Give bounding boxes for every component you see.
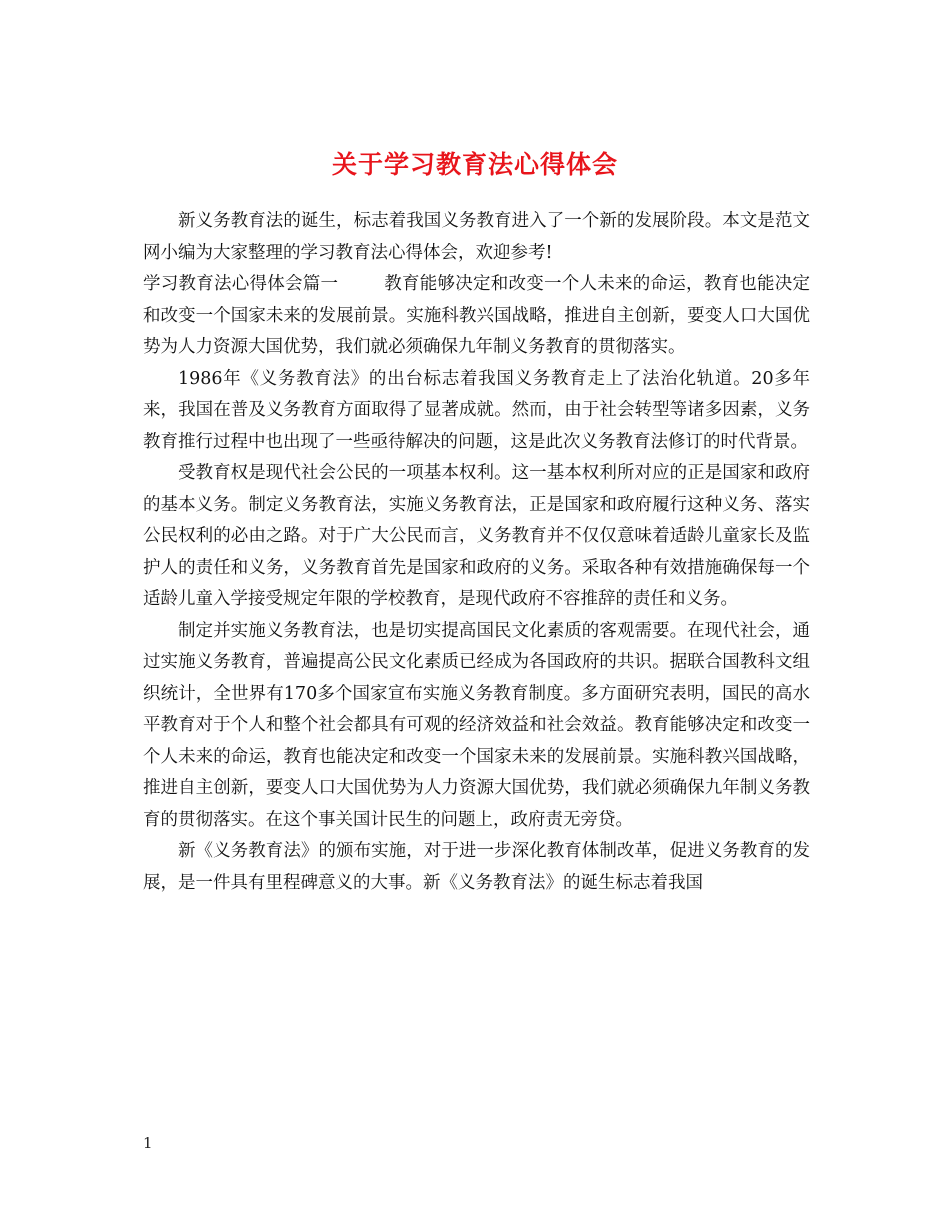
body-paragraph: 1986年《义务教育法》的出台标志着我国义务教育走上了法治化轨道。20多年来，我国在普及义务教育方面取得了显著成就。然而，由于社会转型等诸多因素，义务教育推行过程中也出现了一些亟待解决的问题，这是此次义务教育法修订的时代背景。 — [143, 368, 810, 452]
document-body — [143, 206, 810, 899]
section-heading: 学习教育法心得体会篇一 — [143, 274, 339, 294]
body-paragraph: 受教育权是现代社会公民的一项基本权利。这一基本权利所对应的正是国家和政府的基本义务。制定义务教育法，实施义务教育法，正是国家和政府履行这种义务、落实公民权利的必由之路。对于广大公民而言，义务教育并不仅仅意味着适龄儿童家长及监护人的责任和义务，义务教育首先是国家和政府的义务。采取各种有效措施确保每一个适龄儿童入学接受规定年限的学校教育，是现代政府不容推辞的责任和义务。 — [143, 463, 810, 609]
section-one-paragraph — [143, 269, 810, 364]
intro-paragraph: 新义务教育法的诞生，标志着我国义务教育进入了一个新的发展阶段。本文是范文网小编为大家整理的学习教育法心得体会，欢迎参考! — [143, 211, 810, 263]
section-one-text: 教育能够决定和改变一个人未来的命运，教育也能决定和改变一个国家未来的发展前景。实施科教兴国战略，推进自主创新，要变人口大国优势为人力资源大国优势，我们就必须确保九年制义务教育的贯彻落实。 — [143, 274, 810, 357]
body-paragraph: 制定并实施义务教育法，也是切实提高国民文化素质的客观需要。在现代社会，通过实施义务教育，普遍提高公民文化素质已经成为各国政府的共识。据联合国教科文组织统计，全世界有170多个国家宣布实施义务教育制度。多方面研究表明，国民的高水平教育对于个人和整个社会都具有可观的经济效益和社会效益。教育能够决定和改变一个人未来的命运，教育也能决定和改变一个国家未来的发展前景。实施科教兴国战略，推进自主创新，要变人口大国优势为人力资源大国优势，我们就必须确保九年制义务教育的贯彻落实。在这个事关国计民生的问题上，政府责无旁贷。 — [143, 620, 810, 830]
body-paragraph: 新《义务教育法》的颁布实施，对于进一步深化教育体制改革，促进义务教育的发展，是一件具有里程碑意义的大事。新《义务教育法》的诞生标志着我国 — [143, 841, 810, 893]
page-number: 1 — [143, 1134, 153, 1152]
document-title: 关于学习教育法心得体会 — [331, 149, 618, 179]
